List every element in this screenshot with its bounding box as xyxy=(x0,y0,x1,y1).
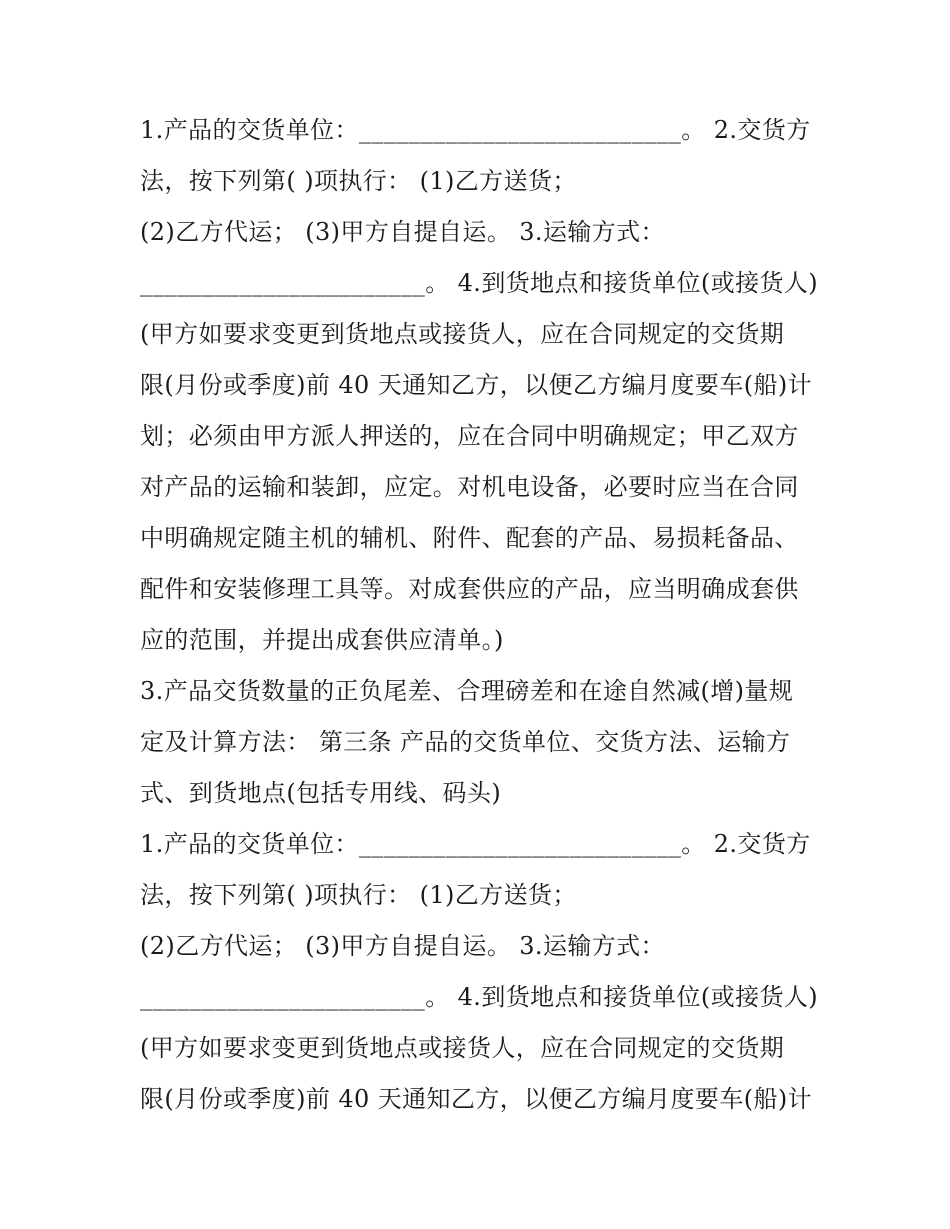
text-line: (2)乙方代运； (3)甲方自提自运。 3.运输方式： xyxy=(140,218,665,246)
text-line: 应的范围，并提出成套供应清单。) xyxy=(140,626,504,654)
text-line: 配件和安装修理工具等。对成套供应的产品，应当明确成套供 xyxy=(140,575,799,603)
text-line: 中明确规定随主机的辅机、附件、配套的产品、易损耗备品、 xyxy=(140,524,799,552)
text-line: 法，按下列第( )项执行： (1)乙方送货； xyxy=(140,167,577,195)
text-line: 1.产品的交货单位：__________________________。 2.交货方 xyxy=(140,830,811,858)
text-line: 1.产品的交货单位：__________________________。 2.交货方 xyxy=(140,116,811,144)
text-line: _______________________。 4.到货地点和接货单位(或接货人) xyxy=(140,983,819,1011)
text-line: (甲方如要求变更到货地点或接货人，应在合同规定的交货期 xyxy=(140,1034,785,1062)
text-line: 式、到货地点(包括专用线、码头) xyxy=(140,779,502,807)
text-line: (甲方如要求变更到货地点或接货人，应在合同规定的交货期 xyxy=(140,320,785,348)
text-line: 限(月份或季度)前 40 天通知乙方，以便乙方编月度要车(船)计 xyxy=(140,1085,813,1113)
text-line: _______________________。 4.到货地点和接货单位(或接货人) xyxy=(140,269,819,297)
text-line: 对产品的运输和装卸，应定。对机电设备，必要时应当在合同 xyxy=(140,473,799,501)
text-line: 定及计算方法： 第三条 产品的交货单位、交货方法、运输方 xyxy=(140,728,791,756)
text-line: 限(月份或季度)前 40 天通知乙方，以便乙方编月度要车(船)计 xyxy=(140,371,813,399)
text-line: 划；必须由甲方派人押送的，应在合同中明确规定；甲乙双方 xyxy=(140,422,799,450)
text-line: (2)乙方代运； (3)甲方自提自运。 3.运输方式： xyxy=(140,932,665,960)
text-line: 法，按下列第( )项执行： (1)乙方送货； xyxy=(140,881,577,909)
text-line: 3.产品交货数量的正负尾差、合理磅差和在途自然减(增)量规 xyxy=(140,677,794,705)
